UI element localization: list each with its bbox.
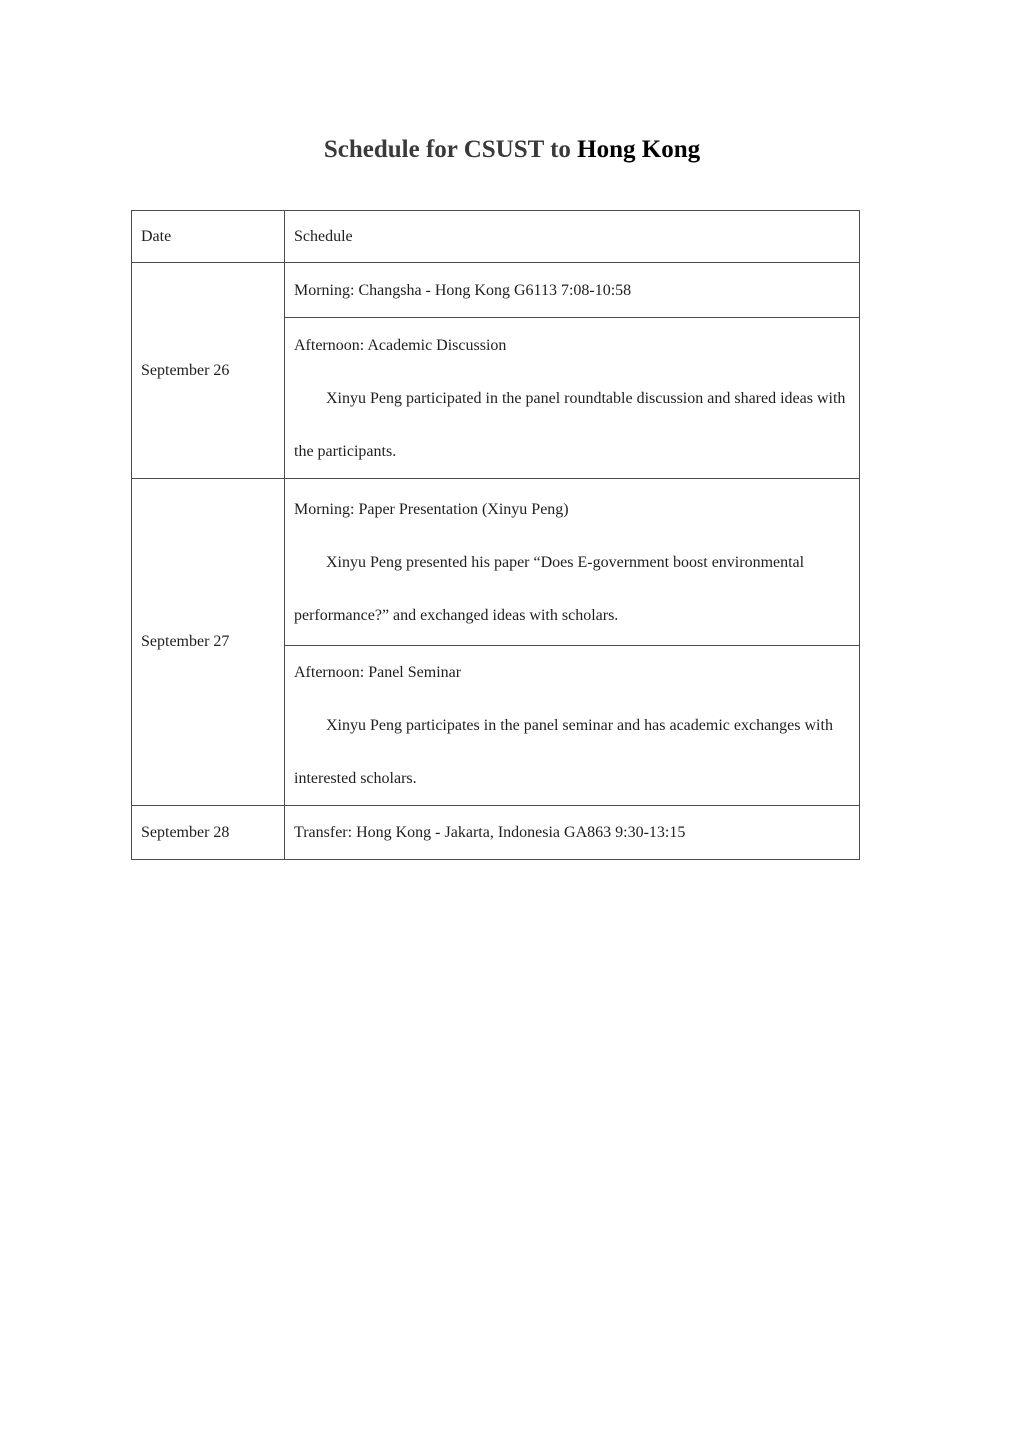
table-row-sep26-morning [132, 263, 860, 318]
page-title-leading: Schedule for CSUST to [323, 136, 578, 163]
table-row-sep28 [132, 806, 860, 860]
schedule-table [131, 210, 860, 860]
schedule-paragraph: Afternoon: Panel Seminar [294, 664, 462, 681]
date-cell-september-26: September 26 [132, 263, 285, 479]
column-header-schedule: Schedule [285, 211, 860, 263]
table-header-row [132, 211, 860, 263]
schedule-paragraph: Afternoon: Academic Discussion [294, 336, 507, 354]
schedule-paragraph: Xinyu Peng participates in the panel seminar and has academic exchanges with interested scholars. [294, 717, 833, 787]
schedule-cell-sep26-afternoon [285, 318, 860, 479]
table-row-sep27-morning [132, 479, 860, 646]
schedule-paragraph: Transfer: Hong Kong - Jakarta, Indonesia GA863 9:30-13:15 [294, 824, 686, 841]
schedule-paragraph: Xinyu Peng participated in the panel roundtable discussion and shared ideas with the participants. [294, 389, 846, 460]
page-title [0, 0, 1024, 167]
schedule-paragraph: Morning: Paper Presentation (Xinyu Peng) [294, 500, 569, 518]
date-cell-september-27: September 27 [132, 479, 285, 806]
column-header-date: Date [132, 211, 285, 263]
schedule-paragraph: Xinyu Peng presented his paper “Does E-government boost environmental performance?” and exchanged ideas with scholars. [294, 553, 805, 624]
date-cell-september-28: September 28 [132, 806, 285, 860]
schedule-cell-sep27-afternoon [285, 646, 860, 806]
schedule-cell-sep26-morning [285, 263, 860, 318]
schedule-cell-sep27-morning [285, 479, 860, 646]
schedule-cell-sep28-transfer [285, 806, 860, 860]
schedule-paragraph: Morning: Changsha - Hong Kong G6113 7:08-10:58 [294, 281, 632, 299]
page-title-emphasis: Hong Kong [577, 136, 701, 163]
